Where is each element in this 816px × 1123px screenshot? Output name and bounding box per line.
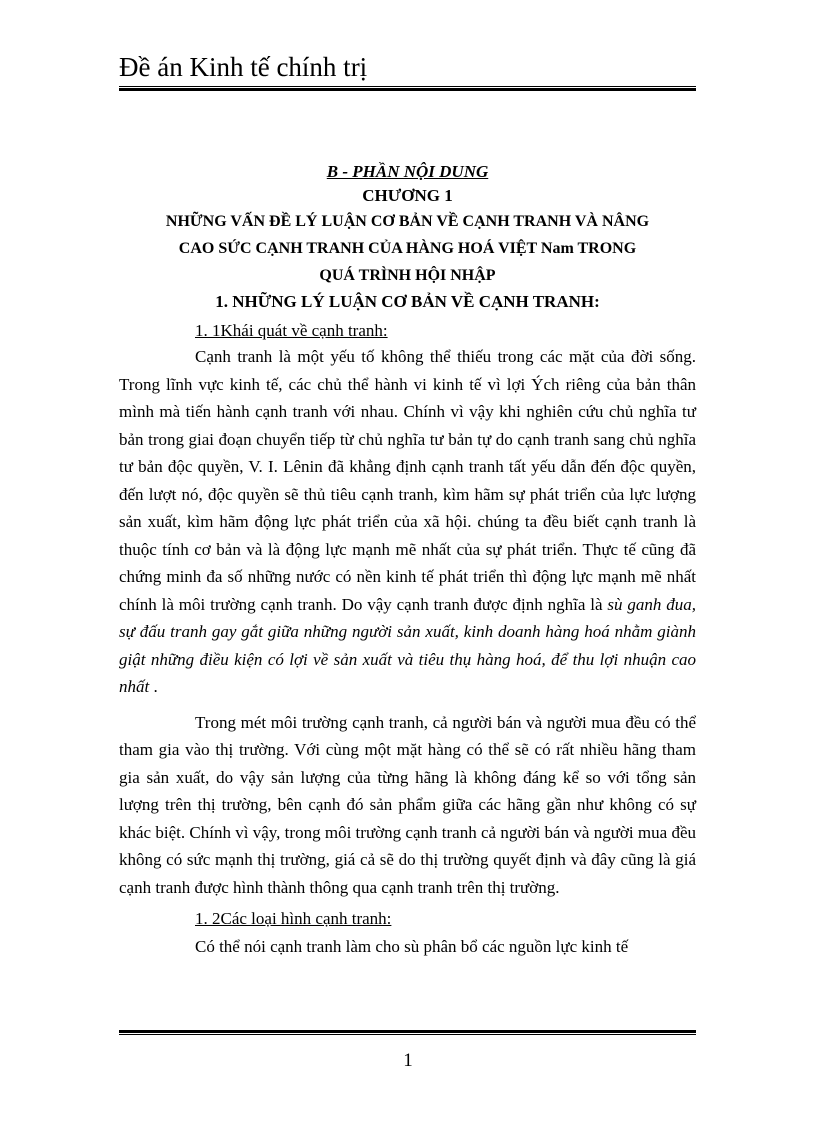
subsection-heading-2: 1. 2Các loại hình cạnh tranh: xyxy=(195,909,392,928)
chapter-title-line-1: NHỮNG VẤN ĐỀ LÝ LUẬN CƠ BẢN VỀ CẠNH TRANH VÀ NÂNG xyxy=(165,213,650,230)
chapter-title-line-3: QUÁ TRÌNH HỘI NHẬP xyxy=(319,267,496,284)
chapter-title-line-2: CAO SỨC CẠNH TRANH CỦA HÀNG HOÁ VIỆT Nam TRONG xyxy=(178,240,637,257)
section-heading: 1. NHỮNG LÝ LUẬN CƠ BẢN VỀ CẠNH TRANH: xyxy=(215,292,600,311)
document-body xyxy=(119,160,696,961)
paragraph-2: Trong mét môi trường cạnh tranh, cả người bán và người mua đều có thể tham gia vào thị trường. Với cùng một mặt hàng có thể sẽ có rất nhiều hãng tham gia sản xuất, do vậy sản lượng của từng hãng là không đáng kể so với tổng sản lượng trên thị trường, bên cạnh đó sản phẩm giữa các hãng gần như không có sự khác biệt. Chính vì vậy, trong môi trường cạnh tranh cả người bán và người mua đều không có sức mạnh thị trường, giá cả sẽ do thị trường quyết định và đây cũng là giá cạnh tranh được hình thành thông qua cạnh tranh trên thị trường. xyxy=(119,712,696,897)
chapter-heading: CHƯƠNG 1 xyxy=(362,186,453,205)
part-heading: B - PHẦN NỘI DUNG xyxy=(326,162,489,181)
paragraph-1-end: . xyxy=(153,677,158,696)
page-number: 1 xyxy=(403,1050,413,1071)
paragraph-1-text: Cạnh tranh là một yếu tố không thể thiếu trong các mặt của đời sống. Trong lĩnh vực kinh tế, các chủ thể hành vi kinh tế vì lợi Ých riêng của bản thân mình mà tiến hành cạnh tranh với nhau. Chính vì vậy khi nghiên cứu chủ nghĩa tư bản trong giai đoạn chuyển tiếp từ chủ nghĩa tư bản tự do cạnh tranh sang chủ nghĩa tư bản độc quyền, V. I. Lênin đã khẳng định cạnh tranh tất yếu dẫn đến độc quyền, đến lượt nó, độc quyền sẽ thủ tiêu cạnh tranh, kìm hãm sự phát triển của lực lượng sản xuất, kìm hãm động lực phát triển của xã hội. chúng ta đều biết cạnh tranh là thuộc tính cơ bản và là động lực mạnh mẽ nhất của sự phát triển. Thực tế cũng đã chứng minh đa số những nước có nền kinh tế phát triển thì động lực mạnh mẽ nhất chính là môi trường cạnh tranh. Do vậy cạnh tranh được định nghĩa là xyxy=(119,347,696,614)
header-divider xyxy=(119,86,696,91)
footer-divider xyxy=(119,1030,696,1035)
paragraph-1-definition: sù ganh đua, sự đấu tranh gay gắt giữa những người sản xuất, kinh doanh hàng hoá nhằm giành giật những điều kiện có lợi về sản xuất và tiêu thụ hàng hoá, để thu lợi nhuận cao nhất xyxy=(119,594,696,696)
paragraph-1 xyxy=(119,343,696,701)
document-header-title: Đề án Kinh tế chính trị xyxy=(119,52,368,82)
paragraph-3: Có thể nói cạnh tranh làm cho sù phân bổ các nguồn lực kinh tế xyxy=(195,937,629,956)
subsection-heading-1: 1. 1Khái quát về cạnh tranh: xyxy=(195,321,388,340)
